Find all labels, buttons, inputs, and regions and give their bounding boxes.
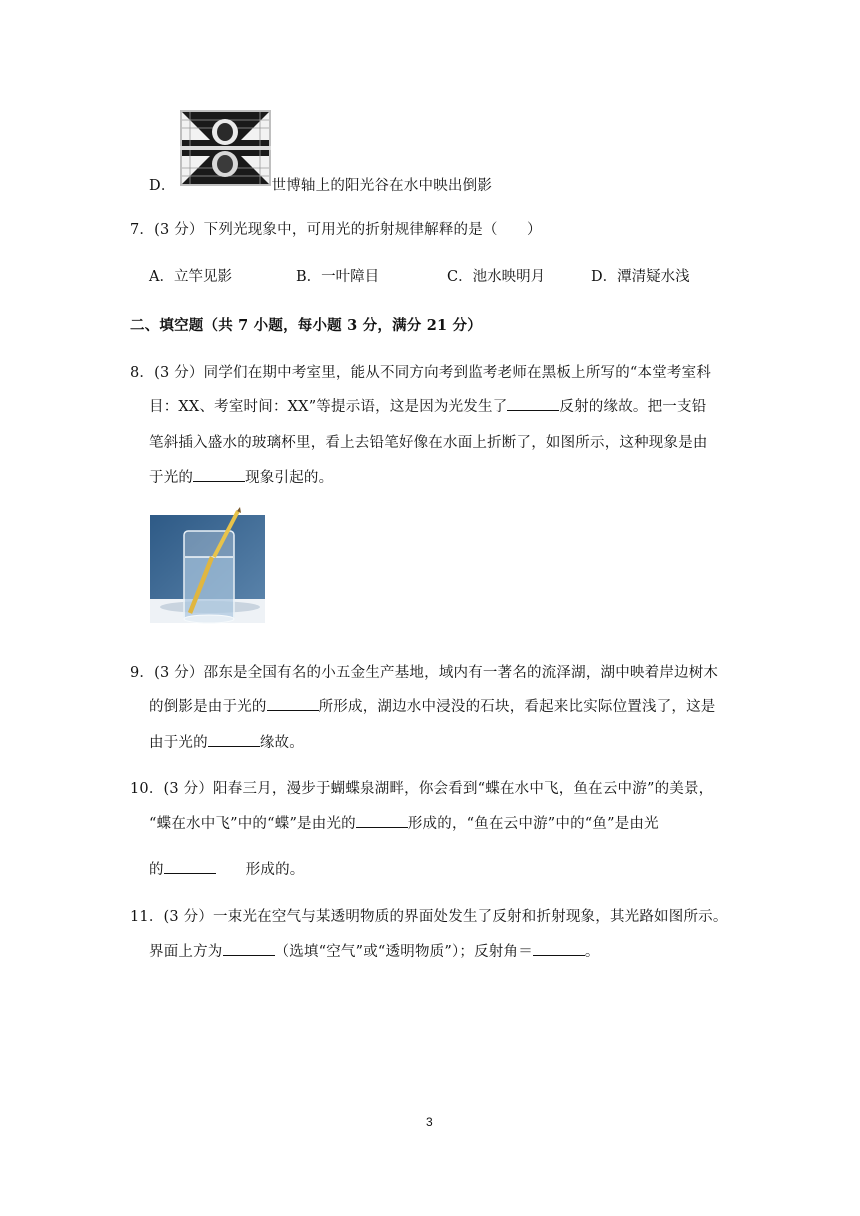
q11-blank-1[interactable]: [223, 943, 275, 956]
option-d-line: [149, 174, 492, 195]
q9-line-3-b: 缘故。: [259, 735, 304, 751]
q11-line-1: 11．(3 分）一束光在空气与某透明物质的界面处发生了反射和折射现象，其光路如图所示。: [130, 909, 728, 925]
q10-line-2: [149, 812, 659, 833]
q7-option-d: D．潭清疑水浅: [591, 269, 690, 285]
q10-line-3: [149, 858, 305, 879]
q7-option-b: B．一叶障目: [296, 269, 380, 285]
q8-line-4: [149, 466, 333, 487]
q9-blank-2[interactable]: [208, 734, 260, 747]
q7-option-a: A．立竿见影: [149, 269, 232, 285]
q9-line-1: 9．(3 分）邵东是全国有名的小五金生产基地，域内有一著名的流泽湖，湖中映着岸边树木: [130, 665, 719, 681]
q11-line-2-c: 。: [584, 944, 600, 960]
q8-line-2: [149, 395, 706, 416]
q9-line-2: [149, 695, 716, 716]
page-number: 3: [426, 1115, 433, 1129]
pencil-in-water-glass-image: [150, 507, 265, 629]
q10-blank-1[interactable]: [356, 815, 408, 828]
q8-line-4-a: 于光的: [149, 470, 194, 486]
q8-line-1: 8．(3 分）同学们在期中考室里，能从不同方向考到监考老师在黑板上所写的“本堂考室科: [130, 365, 712, 381]
q10-line-3-a: 的: [149, 862, 164, 878]
q11-blank-2[interactable]: [533, 943, 585, 956]
q10-line-2-b: 形成的，“鱼在云中游”中的“鱼”是由光: [407, 816, 659, 832]
q9-line-2-a: 的倒影是由于光的: [149, 699, 267, 715]
q8-line-4-b: 现象引起的。: [245, 470, 334, 486]
q7-option-c: C．池水映明月: [447, 269, 546, 285]
q9-line-2-b: 所形成，湖边水中浸没的石块，看起来比实际位置浅了，这是: [318, 699, 716, 715]
q10-blank-2[interactable]: [164, 861, 216, 874]
q9-line-3-a: 由于光的: [149, 735, 208, 751]
q10-line-3-b: 形成的。: [245, 862, 305, 878]
q11-line-2: [149, 940, 600, 961]
q10-line-1: 10．(3 分）阳春三月，漫步于蝴蝶泉湖畔，你会看到“蝶在水中飞，鱼在云中游”的美景，: [130, 781, 714, 797]
option-d-text: 世博轴上的阳光谷在水中映出倒影: [271, 178, 493, 194]
q8-blank-1[interactable]: [507, 398, 559, 411]
q11-line-2-b: （选填“空气”或“透明物质”）；反射角＝: [274, 944, 533, 960]
q8-line-2-a: 目：XX、考室时间：XX”等提示语，这是因为光发生了: [149, 399, 508, 415]
question-7-stem: 7．(3 分）下列光现象中，可用光的折射规律解释的是（ ）: [130, 222, 542, 238]
q9-blank-1[interactable]: [267, 698, 319, 711]
q9-line-3: [149, 731, 304, 752]
q8-line-3: 笔斜插入盛水的玻璃杯里，看上去铅笔好像在水面上折断了，如图所示，这种现象是由: [149, 435, 708, 451]
q8-blank-2[interactable]: [193, 469, 245, 482]
q8-line-2-b: 反射的缘故。把一支铅: [559, 399, 707, 415]
q10-line-2-a: “蝶在水中飞”中的“蝶”是由光的: [149, 816, 356, 832]
option-d-letter: D．: [149, 178, 176, 194]
q11-line-2-a: 界面上方为: [149, 944, 223, 960]
section-2-heading: 二、填空题（共 7 小题，每小题 3 分，满分 21 分）: [130, 317, 482, 334]
